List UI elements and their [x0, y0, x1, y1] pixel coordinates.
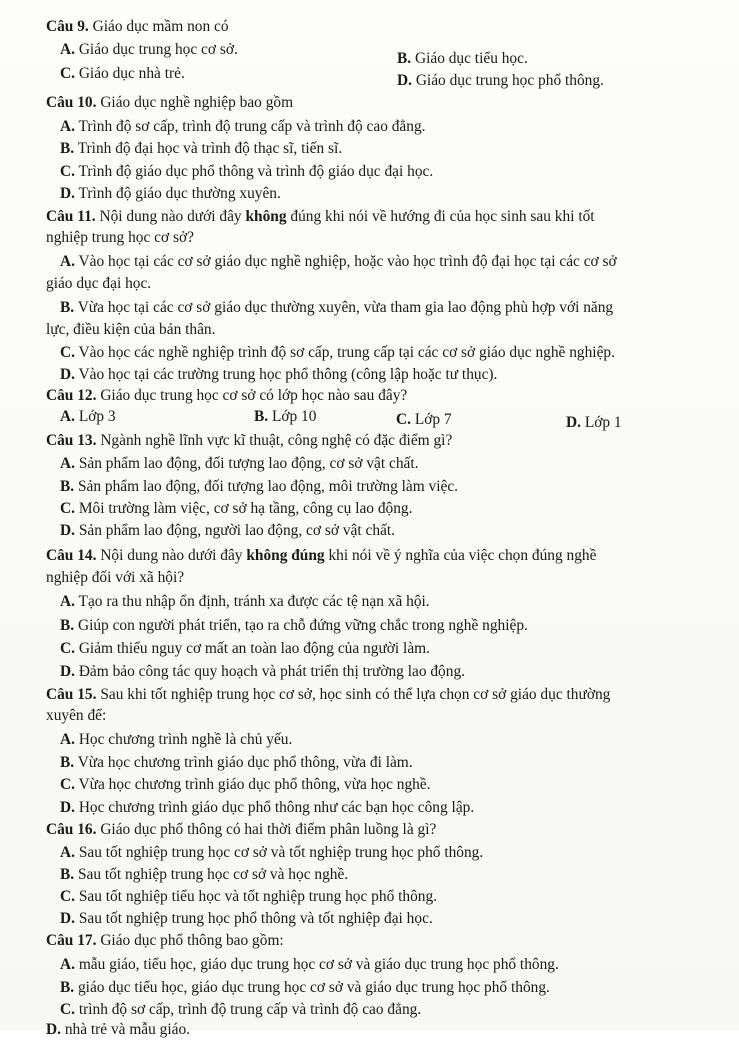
option-text: mẫu giáo, tiểu học, giáo dục trung học cơ sở và giáo dục trung học phổ thông.: [74, 956, 559, 973]
question-9-option-d: [397, 71, 604, 91]
option-key: A.: [60, 844, 75, 861]
question-emphasis: không: [245, 208, 287, 225]
option-text: Sản phẩm lao động, người lao động, cơ sở vật chất.: [74, 522, 395, 539]
question-11-option-c: [60, 343, 615, 363]
option-text: Vào học các nghề nghiệp trình độ sơ cấp, trung cấp tại các cơ sở giáo dục nghề nghiệp.: [74, 344, 615, 361]
question-label: Câu 16.: [46, 821, 97, 838]
option-text: Sản phẩm lao động, đối tượng lao động, cơ sở vật chất.: [74, 455, 419, 472]
option-text: Lớp 3: [74, 408, 116, 425]
question-label: Câu 15.: [46, 686, 97, 703]
option-key: A.: [60, 118, 75, 135]
option-text: Trình độ đại học và trình độ thạc sĩ, tiến sĩ.: [74, 140, 343, 157]
question-12-option-d: [566, 413, 622, 433]
option-key: A.: [60, 41, 75, 58]
option-key: B.: [60, 617, 75, 634]
question-9-option-c: [60, 64, 185, 84]
question-14-option-b: [60, 616, 528, 636]
option-text: Học chương trình nghề là chủ yếu.: [74, 731, 293, 748]
question-12-option-a: [60, 407, 116, 427]
question-12-option-b: [254, 407, 316, 427]
option-text: Trình độ giáo dục thường xuyên.: [74, 185, 281, 202]
question-9-stem: [46, 17, 229, 37]
question-13-stem: [46, 431, 452, 451]
question-14-option-d: [60, 662, 465, 682]
option-key: A.: [60, 455, 75, 472]
option-text: Lớp 7: [410, 411, 452, 428]
option-text: Sau tốt nghiệp trung học cơ sở và học nghề.: [74, 866, 349, 883]
option-text: Vào học tại các cơ sở giáo dục nghề nghiệp, hoặc vào học trình độ đại học tại các cơ sở: [74, 253, 617, 270]
option-key: D.: [60, 366, 75, 383]
question-10-option-b: [60, 139, 342, 159]
question-16-stem: [46, 820, 436, 840]
option-key: C.: [60, 500, 75, 517]
option-text: Giáo dục trung học cơ sở.: [74, 41, 238, 58]
option-key: C.: [60, 1001, 75, 1018]
question-15-option-b: [60, 753, 413, 773]
question-11-option-b-line2: [46, 320, 215, 340]
question-text-after: đúng khi nói về hướng đi của học sinh sau khi tốt: [286, 208, 595, 225]
question-16-option-a: [60, 843, 483, 863]
option-text: Vào học tại các trường trung học phổ thông (công lập hoặc tư thục).: [74, 366, 498, 383]
option-text: nhà trẻ và mẫu giáo.: [60, 1021, 191, 1038]
question-13-option-d: [60, 521, 395, 541]
question-17-stem: [46, 931, 284, 951]
question-11-option-a-line2: [46, 274, 151, 294]
question-label: Câu 13.: [46, 432, 97, 449]
option-key: C.: [396, 411, 411, 428]
question-14-stem-line2: [46, 568, 184, 588]
option-key: B.: [60, 140, 75, 157]
question-text: nghiệp trung học cơ sở?: [46, 229, 194, 246]
option-key: C.: [60, 344, 75, 361]
question-15-stem: [46, 685, 610, 705]
question-label: Câu 9.: [46, 18, 89, 35]
option-key: A.: [60, 956, 75, 973]
option-key: B.: [60, 754, 75, 771]
option-key: C.: [60, 888, 75, 905]
question-label: Câu 14.: [46, 547, 97, 564]
option-key: D.: [60, 522, 75, 539]
question-11-option-b: [60, 298, 613, 318]
question-15-option-d: [60, 798, 474, 818]
question-17-option-a: [60, 955, 559, 975]
option-key: B.: [60, 299, 75, 316]
option-text: Trình độ sơ cấp, trình độ trung cấp và trình độ cao đẳng.: [74, 118, 426, 135]
question-11-stem: [46, 207, 595, 227]
option-text: Vừa học chương trình giáo dục phổ thông, vừa đi làm.: [74, 754, 413, 771]
question-10-option-a: [60, 117, 426, 137]
option-text: Môi trường làm việc, cơ sở hạ tầng, công cụ lao động.: [74, 500, 413, 517]
option-text: trình độ sơ cấp, trình độ trung cấp và trình độ cao đẳng.: [74, 1001, 422, 1018]
option-text: Sản phẩm lao động, đối tượng lao động, môi trường làm việc.: [74, 478, 459, 495]
option-text: Sau tốt nghiệp trung học phổ thông và tốt nghiệp đại học.: [74, 910, 433, 927]
option-key: B.: [397, 50, 412, 67]
question-14-stem: [46, 546, 596, 566]
option-key: A.: [60, 593, 75, 610]
option-key: D.: [60, 910, 75, 927]
question-10-stem: [46, 93, 293, 113]
option-text: giáo dục đại học.: [46, 275, 152, 292]
option-text: Sau tốt nghiệp trung học cơ sở và tốt nghiệp trung học phổ thông.: [74, 844, 484, 861]
question-text: Giáo dục phổ thông có hai thời điểm phân luồng là gì?: [96, 821, 437, 838]
option-key: D.: [60, 663, 75, 680]
option-text: Trình độ giáo dục phổ thông và trình độ giáo dục đại học.: [74, 163, 434, 180]
question-label: Câu 12.: [46, 387, 97, 404]
option-key: A.: [60, 408, 75, 425]
question-text-before: Nội dung nào dưới đây: [95, 208, 246, 225]
option-text: Giáo dục tiểu học.: [411, 50, 528, 67]
option-text: Giảm thiểu nguy cơ mất an toàn lao động của người làm.: [74, 640, 430, 657]
question-label: Câu 17.: [46, 932, 97, 949]
question-14-option-a: [60, 592, 430, 612]
question-10-option-c: [60, 162, 433, 182]
question-15-stem-line2: [46, 706, 106, 726]
option-key: D.: [46, 1021, 61, 1038]
option-text: lực, điều kiện của bản thân.: [46, 321, 216, 338]
option-key: D.: [60, 185, 75, 202]
option-key: D.: [60, 799, 75, 816]
question-9-option-b: [397, 49, 528, 69]
option-key: D.: [566, 414, 581, 431]
question-13-option-b: [60, 477, 458, 497]
option-text: giáo dục tiểu học, giáo dục trung học cơ sở và giáo dục trung học phổ thông.: [74, 979, 550, 996]
question-16-option-b: [60, 865, 348, 885]
question-17-option-d: [46, 1020, 190, 1040]
option-text: Vừa học chương trình giáo dục phổ thông, vừa học nghề.: [74, 776, 431, 793]
option-text: Lớp 10: [268, 408, 317, 425]
option-key: A.: [60, 253, 75, 270]
option-text: Giúp con người phát triển, tạo ra chỗ đứng vững chắc trong nghề nghiệp.: [74, 617, 528, 634]
question-10-option-d: [60, 184, 281, 204]
question-text: Giáo dục phổ thông bao gồm:: [96, 932, 284, 949]
option-key: B.: [60, 478, 75, 495]
question-9-option-a: [60, 40, 238, 60]
question-14-option-c: [60, 639, 430, 659]
question-11-option-a: [60, 252, 617, 272]
question-13-option-a: [60, 454, 418, 474]
question-label: Câu 11.: [46, 208, 96, 225]
question-text-after: khi nói về ý nghĩa của việc chọn đúng nghề: [324, 547, 597, 564]
option-key: D.: [397, 72, 412, 89]
option-text: Vừa học tại các cơ sở giáo dục thường xuyên, vừa tham gia lao động phù hợp với năng: [74, 299, 614, 316]
option-text: Tạo ra thu nhập ổn định, tránh xa được các tệ nạn xã hội.: [74, 593, 430, 610]
question-13-option-c: [60, 499, 412, 519]
option-key: C.: [60, 640, 75, 657]
option-text: Giáo dục trung học phổ thông.: [411, 72, 604, 89]
question-15-option-c: [60, 775, 431, 795]
question-text: xuyên để:: [46, 707, 107, 724]
question-text: Giáo dục trung học cơ sở có lớp học nào sau đây?: [96, 387, 408, 404]
option-key: B.: [60, 979, 75, 996]
option-text: Lớp 1: [580, 414, 622, 431]
option-text: Sau tốt nghiệp tiểu học và tốt nghiệp trung học phổ thông.: [74, 888, 438, 905]
option-key: C.: [60, 776, 75, 793]
option-key: B.: [254, 408, 269, 425]
option-key: B.: [60, 866, 75, 883]
question-16-option-c: [60, 887, 437, 907]
question-11-option-d: [60, 365, 497, 385]
question-text-before: Nội dung nào dưới đây: [96, 547, 247, 564]
question-17-option-b: [60, 978, 550, 998]
option-key: C.: [60, 65, 75, 82]
question-12-stem: [46, 386, 407, 406]
question-text: Ngành nghề lĩnh vực kĩ thuật, công nghệ có đặc điểm gì?: [96, 432, 453, 449]
question-text: nghiệp đối với xã hội?: [46, 569, 185, 586]
option-key: C.: [60, 163, 75, 180]
option-text: Giáo dục nhà trẻ.: [74, 65, 185, 82]
option-key: A.: [60, 731, 75, 748]
question-emphasis: không đúng: [246, 547, 325, 564]
option-text: Đảm bảo công tác quy hoạch và phát triển thị trường lao động.: [74, 663, 465, 680]
question-12-option-c: [396, 410, 452, 430]
question-15-option-a: [60, 730, 292, 750]
question-16-option-d: [60, 909, 433, 929]
question-text: Giáo dục nghề nghiệp bao gồm: [96, 94, 294, 111]
option-text: Học chương trình giáo dục phổ thông như các bạn học công lập.: [74, 799, 475, 816]
question-text: Giáo dục mầm non có: [88, 18, 229, 35]
question-17-option-c: [60, 1000, 421, 1020]
question-11-stem-line2: [46, 228, 194, 248]
question-label: Câu 10.: [46, 94, 97, 111]
question-text: Sau khi tốt nghiệp trung học cơ sở, học sinh có thể lựa chọn cơ sở giáo dục thường: [96, 686, 611, 703]
